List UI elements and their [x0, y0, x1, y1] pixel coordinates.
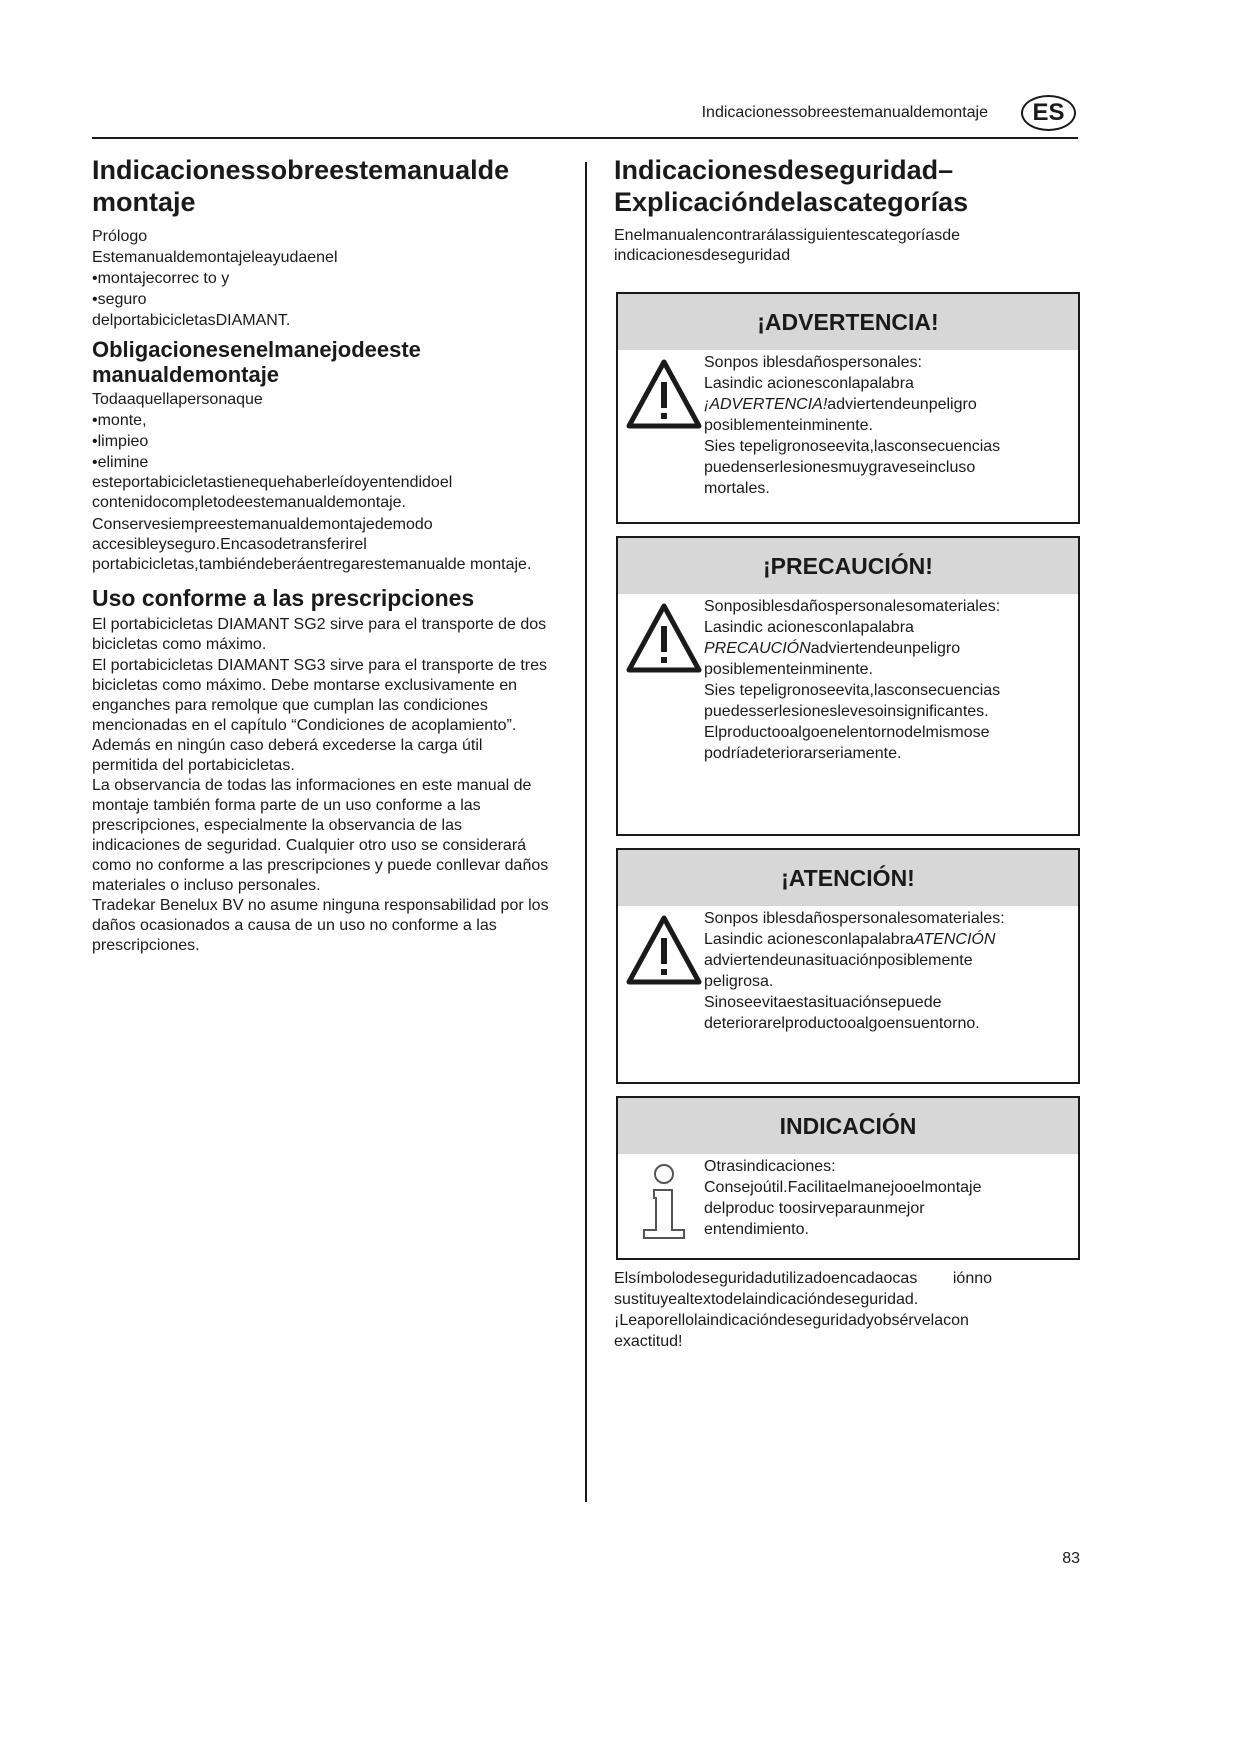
box-line: posiblementeinminente.	[704, 661, 873, 678]
page-number: 83	[1062, 1550, 1080, 1567]
uso-paragraph: El portabicicletas DIAMANT SG3 sirve para el transporte de tres bicicletas como máximo. Debe montarse exclusivamente en enganches para remolque que cumplan las condiciones mencionadas en el capítulo “Condiciones de acoplamiento”. Además en ningún caso deberá excederse la carga útil permitida del portabicicletas.	[92, 657, 547, 774]
warning-triangle-icon	[626, 602, 702, 674]
box-line: Sies tepeligronoseevita,lasconsecuencias	[704, 682, 1001, 699]
note-line: ¡Leaporellolaindicacióndeseguridadyobsérvelacon	[614, 1312, 969, 1329]
note-line: Elsímbolodeseguridadutilizadoencadaocas iónno	[614, 1270, 993, 1287]
box-line-rest: adviertendeunpeligro	[810, 640, 961, 657]
running-header-title: Indicacionessobreestemanualdemontaje	[701, 104, 988, 121]
box-line: Sonpos iblesdañospersonalesomateriales:	[704, 910, 1005, 927]
box-line: entendimiento.	[704, 1221, 809, 1238]
section-title-obligaciones: Obligacionesenelmanejodeeste manualdemontaje	[92, 337, 421, 387]
column-divider	[585, 162, 587, 1502]
box-title: INDICACIÓN	[618, 1098, 1078, 1154]
box-line: delproduc toosirveparaunmejor	[704, 1200, 925, 1217]
uso-paragraph: La observancia de todas las informaciones en este manual de montaje también forma parte de un uso conforme a las prescripciones, especialmente la observancia de las indicaciones de seguridad. Cualquier otro uso se considerará como no conforme a las prescripciones y puede conllevar daños materiales o incluso personales.	[92, 777, 549, 894]
box-line: puedesserlesioneslevesoinsignificantes.	[704, 703, 989, 720]
box-line: Sies tepeligronoseevita,lasconsecuencias	[704, 438, 1001, 455]
header-rule	[92, 137, 1078, 139]
box-line: adviertendeunasituaciónposiblemente	[704, 952, 973, 969]
language-badge: ES	[1021, 95, 1076, 131]
right-column	[614, 154, 1084, 266]
box-line	[704, 394, 1078, 415]
box-title: ¡PRECAUCIÓN!	[618, 538, 1078, 594]
box-title: ¡ADVERTENCIA!	[618, 294, 1078, 350]
note-line: exactitud!	[614, 1333, 683, 1350]
signal-word: ATENCIÓN	[913, 931, 996, 948]
safety-symbol-note	[614, 1268, 1084, 1352]
signal-word: ¡ADVERTENCIA!	[704, 396, 828, 413]
uso-paragraph: Tradekar Benelux BV no asume ninguna responsabilidad por los daños ocasionados a causa de un uso no conforme a las prescripciones.	[92, 897, 549, 954]
box-line: Lasindic acionesconlapalabra	[704, 619, 914, 636]
obligaciones-bullet: •elimine	[92, 454, 149, 471]
obligaciones-bullet: •monte,	[92, 412, 147, 429]
warning-box-atencion	[616, 848, 1080, 1084]
box-line: mortales.	[704, 480, 770, 497]
section-title-seguridad: Indicacionesdeseguridad– Explicacióndelascategorías	[614, 155, 969, 217]
note-line: sustituyealtextodelaindicacióndeseguridad.	[614, 1291, 919, 1308]
box-line: Lasindic acionesconlapalabra	[704, 375, 914, 392]
box-title: ¡ATENCIÓN!	[618, 850, 1078, 906]
box-line: podríadeteriorarseriamente.	[704, 745, 902, 762]
box-line: Sonpos iblesdañospersonales:	[704, 354, 922, 371]
obligaciones-line: Todaaquellapersonaque	[92, 391, 263, 408]
box-line: Elproductooalgoenelentornodelmismose	[704, 724, 990, 741]
box-line	[704, 638, 1078, 659]
intro-line: Estemanualdemontajeleayudaenel	[92, 249, 338, 266]
warning-triangle-icon	[626, 914, 702, 986]
obligaciones-paragraph: Conservesiempreestemanualdemontajedemodo accesibleyseguro.Encasodetransferirel portabicicletas,tambiéndeberáentregarestemanualde montaje.	[92, 516, 532, 573]
box-line: Consejoútil.Facilitaelmanejooelmontaje	[704, 1179, 982, 1196]
box-line: Otrasindicaciones:	[704, 1158, 836, 1175]
info-box-indicacion	[616, 1096, 1080, 1260]
seguridad-intro: Enelmanualencontrarálassiguientescategoríasde indicacionesdeseguridad	[614, 227, 960, 264]
box-line-rest: Lasindic acionesconlapalabra	[704, 931, 914, 948]
warning-box-advertencia	[616, 292, 1080, 524]
box-line: Sinoseevitaestasituaciónsepuede	[704, 994, 942, 1011]
box-line: deteriorarelproductooalgoensuentorno.	[704, 1015, 980, 1032]
box-line: peligrosa.	[704, 973, 774, 990]
box-line: posiblementeinminente.	[704, 417, 873, 434]
obligaciones-paragraph: esteportabicicletastienequehaberleídoyentendidoel contenidocompletodeestemanualdemontaje.	[92, 474, 453, 511]
intro-bullet: •montajecorrec to y	[92, 270, 230, 287]
warning-box-precaucion	[616, 536, 1080, 836]
warning-triangle-icon	[626, 358, 702, 430]
box-line	[704, 929, 1078, 950]
section-title-uso: Uso conforme a las prescripciones	[92, 585, 475, 611]
info-icon	[626, 1162, 702, 1242]
intro-bullet: •seguro	[92, 291, 147, 308]
box-line: Sonposiblesdañospersonalesomateriales:	[704, 598, 1001, 615]
signal-word: PRECAUCIÓN	[704, 640, 811, 657]
obligaciones-bullet: •limpieo	[92, 433, 149, 450]
intro-line: Prólogo	[92, 228, 148, 245]
box-line: puedenserlesionesmuygraveseincluso	[704, 459, 976, 476]
intro-line: delportabicicletasDIAMANT.	[92, 312, 291, 329]
box-line-rest: adviertendeunpeligro	[827, 396, 977, 413]
uso-paragraph: El portabicicletas DIAMANT SG2 sirve para el transporte de dos bicicletas como máximo.	[92, 616, 547, 653]
left-column	[92, 154, 552, 956]
section-title-manual: Indicacionessobreestemanualde montaje	[92, 155, 510, 217]
